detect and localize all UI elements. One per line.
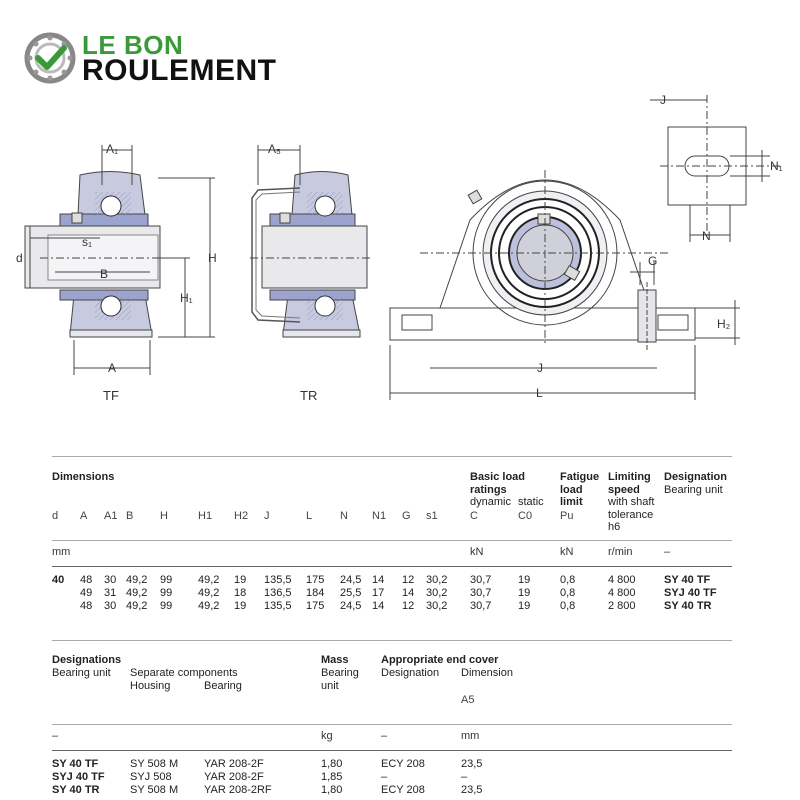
sym-n: N bbox=[340, 510, 348, 522]
sym-n1: N1 bbox=[372, 510, 387, 522]
tr-label: TR bbox=[300, 388, 318, 403]
svg-text:L: L bbox=[536, 386, 543, 400]
svg-text:J: J bbox=[660, 93, 666, 107]
ec-dimension-heading: Dimension bbox=[461, 667, 513, 679]
sym-h1: H1 bbox=[198, 510, 213, 522]
designation-sub: Bearing unit bbox=[664, 484, 723, 496]
slot-view bbox=[650, 95, 780, 242]
table-row: SY 40 TR SY 508 M YAR 208-2RF 1,80 ECY 208 23,5 bbox=[52, 784, 483, 796]
svg-text:H: H bbox=[208, 251, 217, 265]
svg-text:s₁: s₁ bbox=[82, 235, 93, 249]
dimensions-heading: Dimensions bbox=[52, 471, 115, 483]
dim-a1: A₁ bbox=[106, 142, 119, 156]
sym-c: C bbox=[470, 510, 478, 522]
limiting-sub: with shaft tolerance h6 bbox=[608, 496, 655, 533]
basic-load-heading: Basic load ratings bbox=[470, 471, 526, 496]
bearing-check-icon bbox=[24, 32, 76, 84]
fatigue-heading: Fatigue load limit bbox=[560, 471, 600, 508]
sym-d: d bbox=[52, 510, 59, 522]
mass-heading: Mass bbox=[321, 654, 349, 666]
designations-heading: Designations bbox=[52, 654, 122, 666]
separate-components-heading: Separate components bbox=[130, 667, 238, 679]
mass-sub: Bearing unit bbox=[321, 667, 359, 692]
unit-kn-1: kN bbox=[470, 546, 484, 558]
designations-table bbox=[52, 654, 732, 800]
svg-text:A: A bbox=[108, 361, 117, 375]
unit-dash-1: – bbox=[52, 730, 59, 742]
svg-text:d: d bbox=[16, 251, 23, 265]
unit-mm: mm bbox=[52, 546, 71, 558]
ec-symbol: A5 bbox=[461, 694, 475, 706]
sym-s1: s1 bbox=[426, 510, 438, 522]
svg-text:G: G bbox=[648, 254, 658, 268]
table-row: 49 31 49,2 99 49,2 18 136,5 184 25,5 17 14 30,2 30,7 19 0,8 4 800 SYJ 40 TF bbox=[80, 587, 717, 599]
brand-logo bbox=[24, 28, 304, 88]
basic-dynamic: dynamic bbox=[470, 496, 511, 508]
svg-text:B: B bbox=[100, 267, 109, 281]
d-value: 40 bbox=[52, 574, 65, 586]
brand-line2: ROULEMENT bbox=[82, 54, 277, 87]
sym-j: J bbox=[264, 510, 270, 522]
sym-a1: A1 bbox=[104, 510, 118, 522]
housing-heading: Housing bbox=[130, 680, 171, 692]
end-cover-heading: Appropriate end cover bbox=[381, 654, 499, 666]
limiting-heading: Limiting speed bbox=[608, 471, 651, 496]
unit-dash-2: – bbox=[381, 730, 388, 742]
bearing-unit-heading: Bearing unit bbox=[52, 667, 111, 679]
svg-text:H₁: H₁ bbox=[180, 291, 193, 305]
tf-label: TF bbox=[103, 388, 119, 403]
sym-pu: Pu bbox=[560, 510, 574, 522]
sym-c0: C0 bbox=[518, 510, 533, 522]
unit-mm-2: mm bbox=[461, 730, 480, 742]
sym-l: L bbox=[306, 510, 313, 522]
svg-text:N: N bbox=[702, 229, 711, 243]
drawing-svg bbox=[0, 90, 800, 420]
unit-kg: kg bbox=[321, 730, 333, 742]
tf-view bbox=[25, 145, 215, 375]
ec-designation-heading: Designation bbox=[381, 667, 440, 679]
table-row: 48 30 49,2 99 49,2 19 135,5 175 24,5 14 12 30,2 30,7 19 0,8 4 800 SY 40 TF bbox=[80, 574, 711, 586]
unit-rmin: r/min bbox=[608, 546, 633, 558]
svg-text:H₂: H₂ bbox=[717, 317, 731, 331]
unit-kn-2: kN bbox=[560, 546, 574, 558]
unit-dash: – bbox=[664, 546, 671, 558]
basic-static: static bbox=[518, 496, 544, 508]
designation-heading: Designation bbox=[664, 471, 727, 483]
table-row: SY 40 TF SY 508 M YAR 208-2F 1,80 ECY 208 23,5 bbox=[52, 758, 483, 770]
sym-g: G bbox=[402, 510, 411, 522]
table-row: SYJ 40 TF SYJ 508 YAR 208-2F 1,85 – – bbox=[52, 771, 468, 783]
sym-h: H bbox=[160, 510, 168, 522]
sym-b: B bbox=[126, 510, 134, 522]
sym-a: A bbox=[80, 510, 88, 522]
svg-text:A₅: A₅ bbox=[268, 142, 281, 156]
dimensions-table bbox=[52, 456, 732, 642]
svg-text:N₁: N₁ bbox=[770, 159, 783, 173]
technical-drawings bbox=[0, 90, 800, 420]
sym-h2: H2 bbox=[234, 510, 249, 522]
table-row: 48 30 49,2 99 49,2 19 135,5 175 24,5 14 12 30,2 30,7 19 0,8 2 800 SY 40 TR bbox=[80, 600, 712, 612]
svg-text:J: J bbox=[537, 361, 543, 375]
tr-view bbox=[250, 145, 370, 337]
bearing-heading: Bearing bbox=[204, 680, 242, 692]
brand-line1: LE BON bbox=[82, 30, 184, 60]
